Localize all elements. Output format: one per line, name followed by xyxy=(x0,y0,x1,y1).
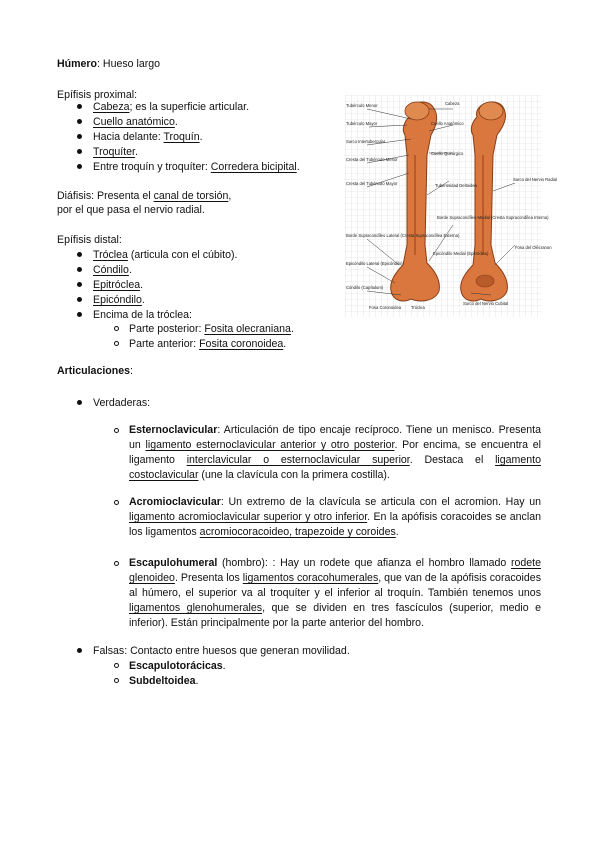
sub-bullet-icon xyxy=(114,326,119,331)
figure-label: Epicóndilo Lateral (Epicóndilo) xyxy=(346,261,403,266)
list-item: Parte posterior: Fosita olecraniana. xyxy=(129,323,294,335)
bullet-icon xyxy=(77,267,82,272)
figure-label: Cóndilo (Capítulum) xyxy=(346,285,384,290)
link-troclea[interactable]: Tróclea xyxy=(93,249,128,261)
link-epicondilo[interactable]: Epicóndilo xyxy=(93,294,142,306)
diafisis-line2: por el que pasa el nervio radial. xyxy=(57,204,205,216)
bullet-icon xyxy=(77,119,82,124)
figure-label: Tróclea xyxy=(411,305,425,310)
link-lig-acromiocoracoideo[interactable]: acromiocoracoideo, trapezoide y coroides xyxy=(199,526,396,538)
figure-label: Fosa Coronoidea xyxy=(369,305,402,310)
humerus-diagram xyxy=(345,95,557,317)
link-epitroclea[interactable]: Epitróclea xyxy=(93,279,141,291)
bullet-icon xyxy=(77,282,82,287)
figure-label: Tuberosidad Deltoidea xyxy=(435,183,477,188)
figure-label: Surco del Nervio Radial xyxy=(513,177,557,182)
list-item: Troquíter. xyxy=(93,146,138,158)
sub-bullet-icon xyxy=(114,561,119,566)
proximal-heading: Epífisis proximal: xyxy=(57,89,138,101)
figure-label: Tubérculo Menor xyxy=(346,103,378,108)
list-item: Hacia delante: Troquín. xyxy=(93,131,203,143)
link-rodete-glenoideo[interactable]: rodete glenoideo xyxy=(129,557,541,584)
link-lig-esternoclavicular[interactable]: ligamento esternoclavicular anterior y otro posterior xyxy=(145,439,395,451)
bullet-icon xyxy=(77,134,82,139)
figure-label: Surco Intertubercular xyxy=(346,139,386,144)
list-item: Escapulotorácicas. xyxy=(129,660,226,672)
escapulohumeral-paragraph: Escapulohumeral (hombro): : Hay un rodete que afianza el hombro llamado rodete glenoideo. Presenta los ligamentos coracohumerales, que van de la apófisis coracoides al húmero, el superior va al troquíter y el inferior al troquín. También tenemos unos ligamentos glenohumerales, que se dividen en tres fascículos (superior, medio e inferior). Están principalmente por la parte anterior del hombro. xyxy=(129,557,541,629)
sub-bullet-icon xyxy=(114,341,119,346)
verdaderas-label: Verdaderas: xyxy=(93,397,151,409)
link-fosita-olecraniana[interactable]: Fosita olecraniana xyxy=(204,323,291,335)
list-item: Tróclea (articula con el cúbito). xyxy=(93,249,238,261)
falsas-label: Falsas: Contacto entre huesos que generan movilidad. xyxy=(93,645,350,657)
list-item: Cóndilo. xyxy=(93,264,132,276)
figure-label: Cuello Anatómico xyxy=(431,121,464,126)
list-item: Cuello anatómico. xyxy=(93,116,178,128)
list-item: Cabeza; es la superficie articular. xyxy=(93,101,250,113)
figure-label: Epicóndilo Medial (Epitróclea) xyxy=(433,251,489,256)
link-lig-acromioclavicular[interactable]: ligamento acromioclavicular superior y otro inferior xyxy=(129,511,368,523)
link-lig-coracohumerales[interactable]: ligamentos coracohumerales xyxy=(242,572,379,584)
list-item: Parte anterior: Fosita coronoidea. xyxy=(129,338,287,350)
link-troquin[interactable]: Troquín xyxy=(163,131,200,143)
bullet-icon xyxy=(77,648,82,653)
sub-bullet-icon xyxy=(114,678,119,683)
figure-label: Tubérculo Mayor xyxy=(346,121,378,126)
list-item: Entre troquín y troquíter: Corredera bicipital. xyxy=(93,161,300,173)
bullet-icon xyxy=(77,400,82,405)
bullet-icon xyxy=(77,312,82,317)
figure-label: Cresta del Tubérculo Mayor xyxy=(346,181,398,186)
figure-label: Cabeza xyxy=(445,101,460,106)
list-item: Epitróclea. xyxy=(93,279,144,291)
list-item: Epicóndilo. xyxy=(93,294,145,306)
articulaciones-heading: Articulaciones: xyxy=(57,365,133,377)
link-lig-costoclavicular[interactable]: ligamento costoclavicular xyxy=(129,454,541,481)
figure-label: Fosa del Olécranon xyxy=(515,245,552,250)
acromioclavicular-paragraph: Acromioclavicular: Un extremo de la clavícula se articula con el acromion. Hay un ligamento acromioclavicular superior y otro inferior. En la apófisis coracoides se anclan los ligamentos acromiocoracoideo, trapezoide y coroides. xyxy=(129,496,541,538)
figure-label: Surco del Nervio Cubital xyxy=(463,301,509,306)
bullet-icon xyxy=(77,297,82,302)
link-cuello-anatomico[interactable]: Cuello anatómico xyxy=(93,116,175,128)
bullet-icon xyxy=(77,104,82,109)
humerus-figure xyxy=(345,95,557,317)
list-item: Encima de la tróclea: xyxy=(93,309,192,321)
link-lig-interclavicular[interactable]: interclavicular o esternoclavicular superior xyxy=(186,454,410,466)
figure-label: Borde Supracondíleo Lateral (Cresta Supracondílea Externa) xyxy=(346,233,460,238)
figure-label: Borde Supracondíleo Medial (Cresta Supracondílea Interna) xyxy=(437,215,549,220)
link-canal-torsion[interactable]: canal de torsión xyxy=(153,190,229,202)
figure-label: Cresta del Tubérculo Menor xyxy=(346,157,398,162)
link-condilo[interactable]: Cóndilo xyxy=(93,264,129,276)
bullet-icon xyxy=(77,149,82,154)
bullet-icon xyxy=(77,252,82,257)
page-title: Húmero: Hueso largo xyxy=(57,58,161,70)
list-item: Subdeltoidea. xyxy=(129,675,199,687)
link-cabeza[interactable]: Cabeza xyxy=(93,101,130,113)
bullet-icon xyxy=(77,164,82,169)
sub-bullet-icon xyxy=(114,663,119,668)
sub-bullet-icon xyxy=(114,428,119,433)
link-lig-glenohumerales[interactable]: ligamentos glenohumerales xyxy=(129,602,263,614)
link-corredera-bicipital[interactable]: Corredera bicipital xyxy=(210,161,297,173)
figure-label: Cuello Quirúrgico xyxy=(431,151,464,156)
sub-bullet-icon xyxy=(114,500,119,505)
link-troquiter[interactable]: Troquíter xyxy=(93,146,136,158)
distal-heading: Epífisis distal: xyxy=(57,234,122,246)
grid-pattern xyxy=(345,95,542,317)
diafisis-line1: Diáfisis: Presenta el canal de torsión, xyxy=(57,190,232,202)
link-fosita-coronoidea[interactable]: Fosita coronoidea xyxy=(199,338,284,350)
esternoclavicular-paragraph: Esternoclavicular: Articulación de tipo encaje recíproco. Tiene un menisco. Presenta un ligamento esternoclavicular anterior y otro posterior. Por encima, se encuentra el ligamento interclavicular o esternoclavicular superior. Destaca el ligamento costoclavicular (une la clavícula con la primera costilla). xyxy=(129,424,541,481)
